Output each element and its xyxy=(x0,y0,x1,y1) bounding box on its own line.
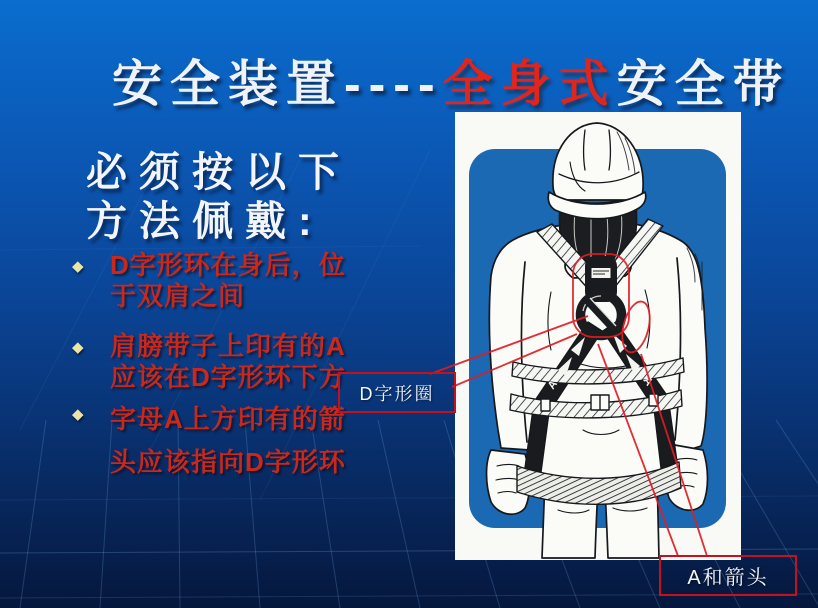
d-ring-label-text: D字形圈 xyxy=(359,383,435,404)
strap-letter-a: A xyxy=(545,378,561,392)
bullet-line: 头应该指向D字形环 xyxy=(110,447,346,477)
a-arrow-label-text: A和箭头 xyxy=(687,567,769,589)
bullet-text xyxy=(110,398,346,484)
bullet-line: 于双肩之间 xyxy=(110,281,246,311)
bullet-list xyxy=(72,250,402,484)
diamond-bullet-icon: ◆ xyxy=(72,339,85,356)
bullet-line: 字母A上方印有的箭 xyxy=(110,404,346,434)
a-arrow-label-box xyxy=(659,555,797,596)
harness-figure-panel xyxy=(455,112,741,560)
title-main: 安全装置---- xyxy=(112,56,443,112)
bullet-text xyxy=(110,331,346,393)
strap-letter-a: A xyxy=(640,374,655,389)
bullet-line: 肩膀带子上印有的A xyxy=(110,331,346,361)
slide-title xyxy=(112,44,791,116)
subheading xyxy=(86,148,351,246)
harness-illustration xyxy=(455,112,741,560)
bullet-text xyxy=(110,250,346,312)
bullet-item xyxy=(72,250,402,312)
bullet-line: D字形环在身后，位 xyxy=(110,250,346,280)
title-highlight: 全身式 xyxy=(442,56,617,112)
subheading-line: 方法佩戴: xyxy=(86,198,324,244)
title-tail: 安全带 xyxy=(616,56,791,112)
subheading-line: 必须按以下 xyxy=(86,149,351,195)
diamond-bullet-icon: ◆ xyxy=(72,258,85,275)
bullet-line: 应该在D字形环下方 xyxy=(110,362,346,392)
d-ring-label-box xyxy=(338,372,456,413)
diamond-bullet-icon: ◆ xyxy=(72,406,85,423)
